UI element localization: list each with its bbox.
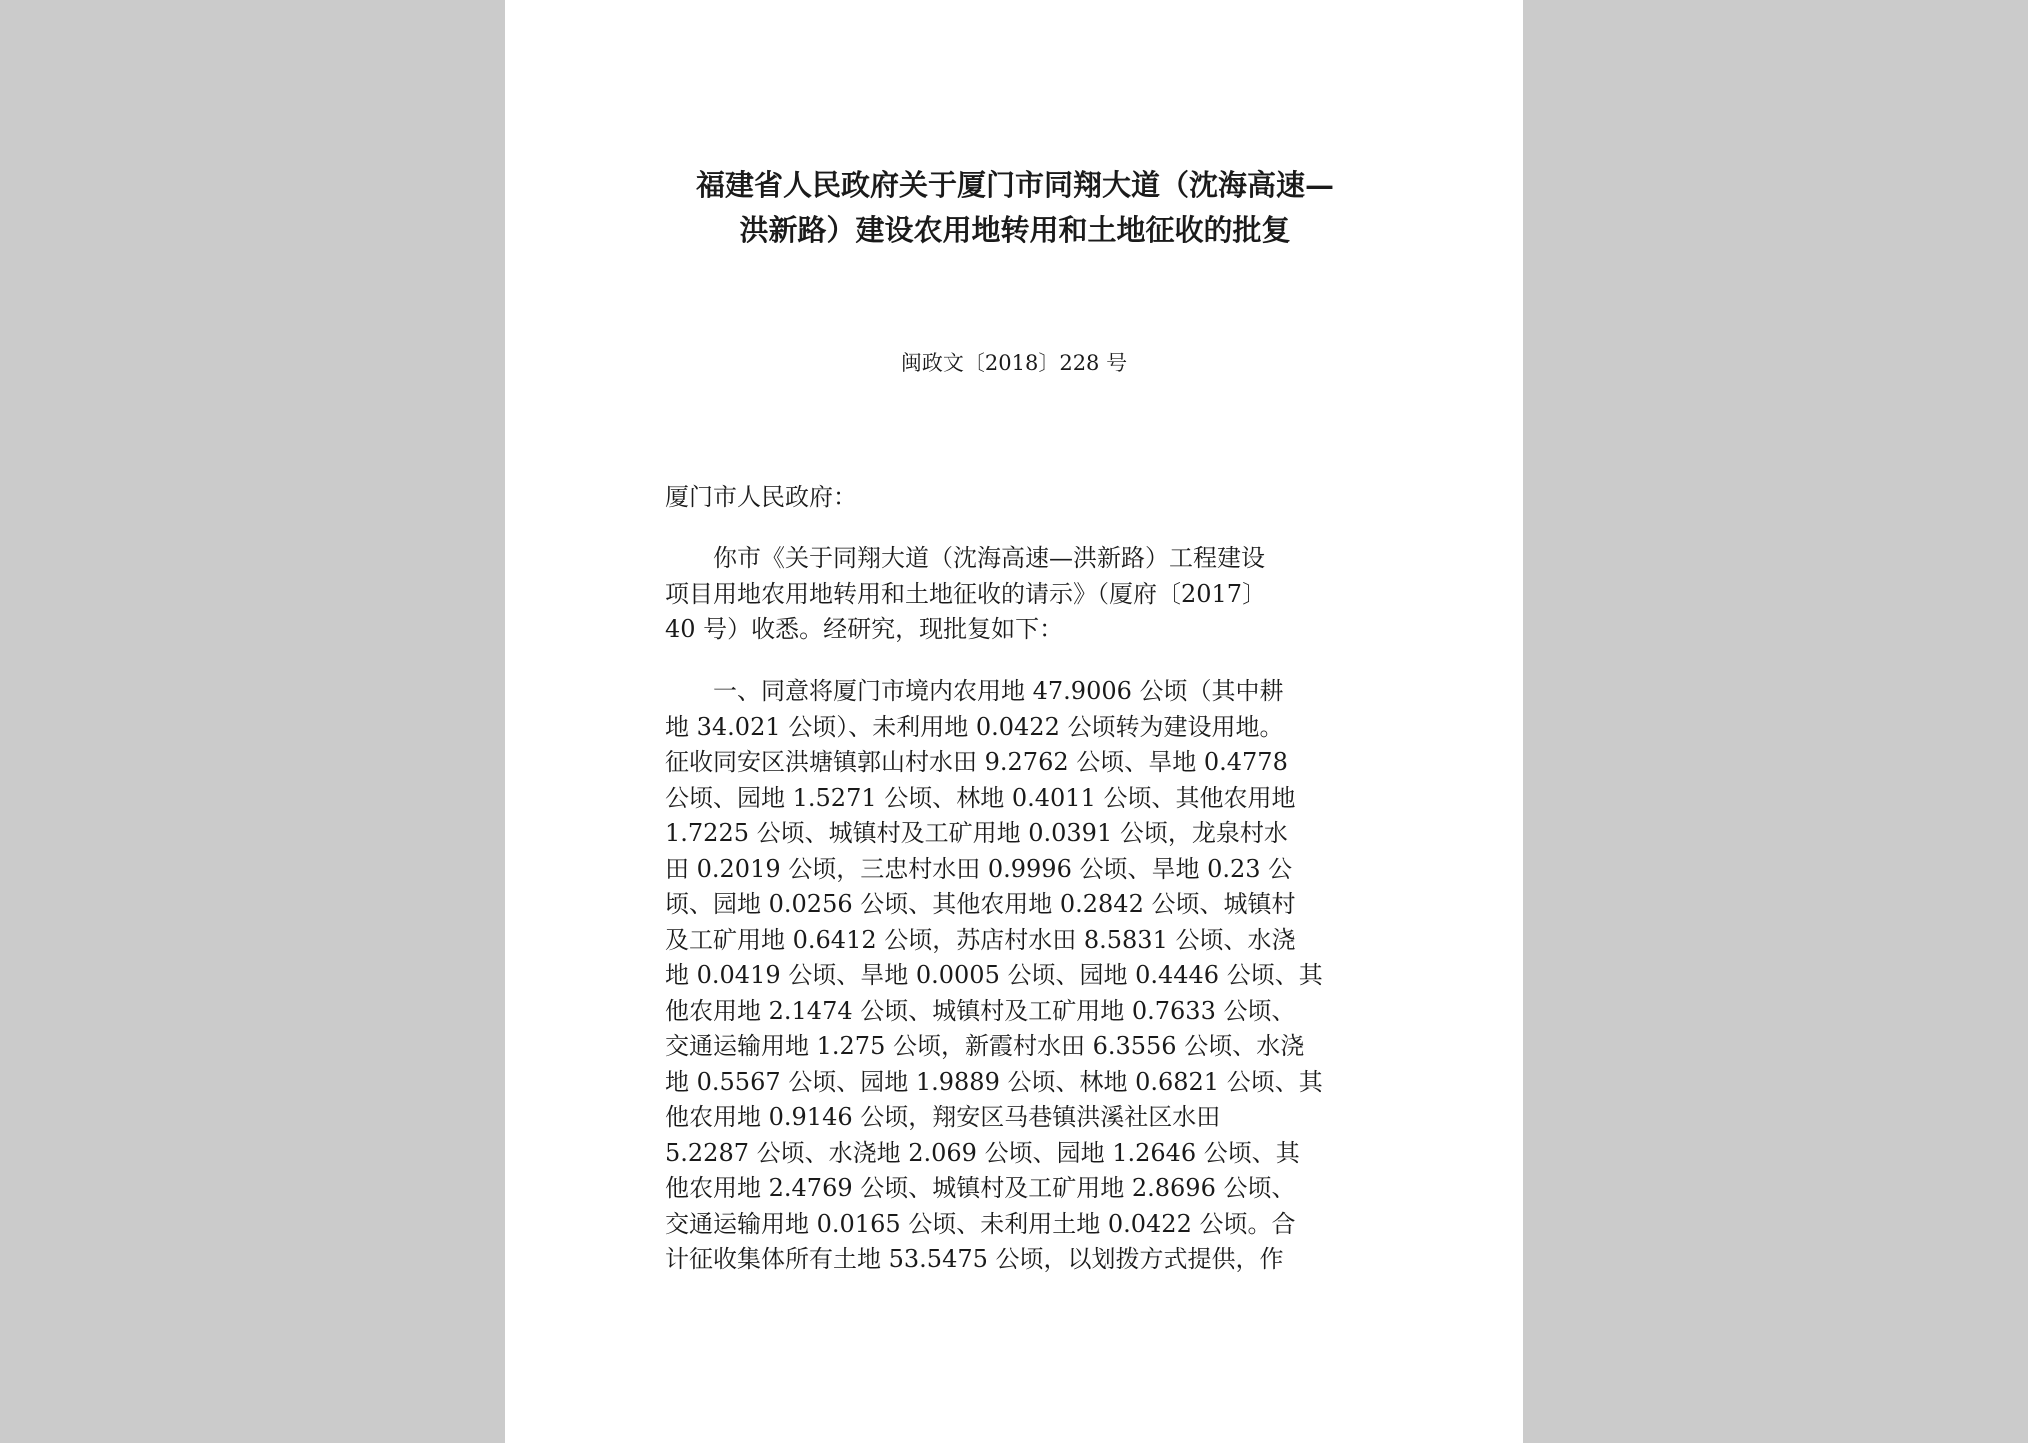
text-line: 项目用地农用地转用和土地征收的请示》（厦府〔2017〕 (665, 579, 1267, 608)
text-line: 地 0.0419 公顷、旱地 0.0005 公顷、园地 0.4446 公顷、其 (665, 961, 1323, 989)
text-line: 田 0.2019 公顷，三忠村水田 0.9996 公顷、旱地 0.23 公 (665, 854, 1293, 883)
document-page (505, 0, 1523, 1443)
document-title (625, 163, 1405, 253)
text-line: 一、同意将厦门市境内农用地 47.9006 公顷（其中耕 (665, 677, 1284, 705)
text-line: 1.7225 公顷、城镇村及工矿用地 0.0391 公顷，龙泉村水 (665, 819, 1288, 847)
text-line: 5.2287 公顷、水浇地 2.069 公顷、园地 1.2646 公顷、其 (665, 1138, 1300, 1167)
text-line: 40 号）收悉。经研究，现批复如下： (665, 615, 1064, 643)
title-line: 福建省人民政府关于厦门市同翔大道（沈海高速— (695, 168, 1334, 202)
document-number: 闽政文〔2018〕228 号 (900, 351, 1128, 375)
title-line: 洪新路）建设农用地转用和土地征收的批复 (739, 213, 1291, 247)
text-line: 公顷、园地 1.5271 公顷、林地 0.4011 公顷、其他农用地 (665, 783, 1296, 812)
text-line: 地 34.021 公顷）、未利用地 0.0422 公顷转为建设用地。 (665, 712, 1284, 741)
text-line: 他农用地 2.1474 公顷、城镇村及工矿用地 0.7633 公顷、 (665, 996, 1296, 1025)
text-line: 交通运输用地 1.275 公顷，新霞村水田 6.3556 公顷、水浇 (665, 1032, 1305, 1060)
paragraph-intro (665, 541, 1365, 648)
text-line: 他农用地 0.9146 公顷，翔安区马巷镇洪溪社区水田 (665, 1103, 1221, 1131)
text-line: 计征收集体所有土地 53.5475 公顷，以划拨方式提供，作 (665, 1245, 1284, 1273)
text-line: 你市《关于同翔大道（沈海高速—洪新路）工程建设 (665, 544, 1265, 572)
salutation: 厦门市人民政府： (665, 483, 857, 511)
text-line: 他农用地 2.4769 公顷、城镇村及工矿用地 2.8696 公顷、 (665, 1174, 1296, 1202)
paragraph-item-1 (665, 674, 1365, 1278)
text-line: 征收同安区洪塘镇郭山村水田 9.2762 公顷、旱地 0.4778 (665, 748, 1288, 776)
text-line: 地 0.5567 公顷、园地 1.9889 公顷、林地 0.6821 公顷、其 (665, 1067, 1323, 1096)
text-line: 及工矿用地 0.6412 公顷，苏店村水田 8.5831 公顷、水浇 (665, 925, 1296, 954)
text-line: 顷、园地 0.0256 公顷、其他农用地 0.2842 公顷、城镇村 (665, 890, 1296, 918)
text-line: 交通运输用地 0.0165 公顷、未利用土地 0.0422 公顷。合 (665, 1209, 1296, 1238)
